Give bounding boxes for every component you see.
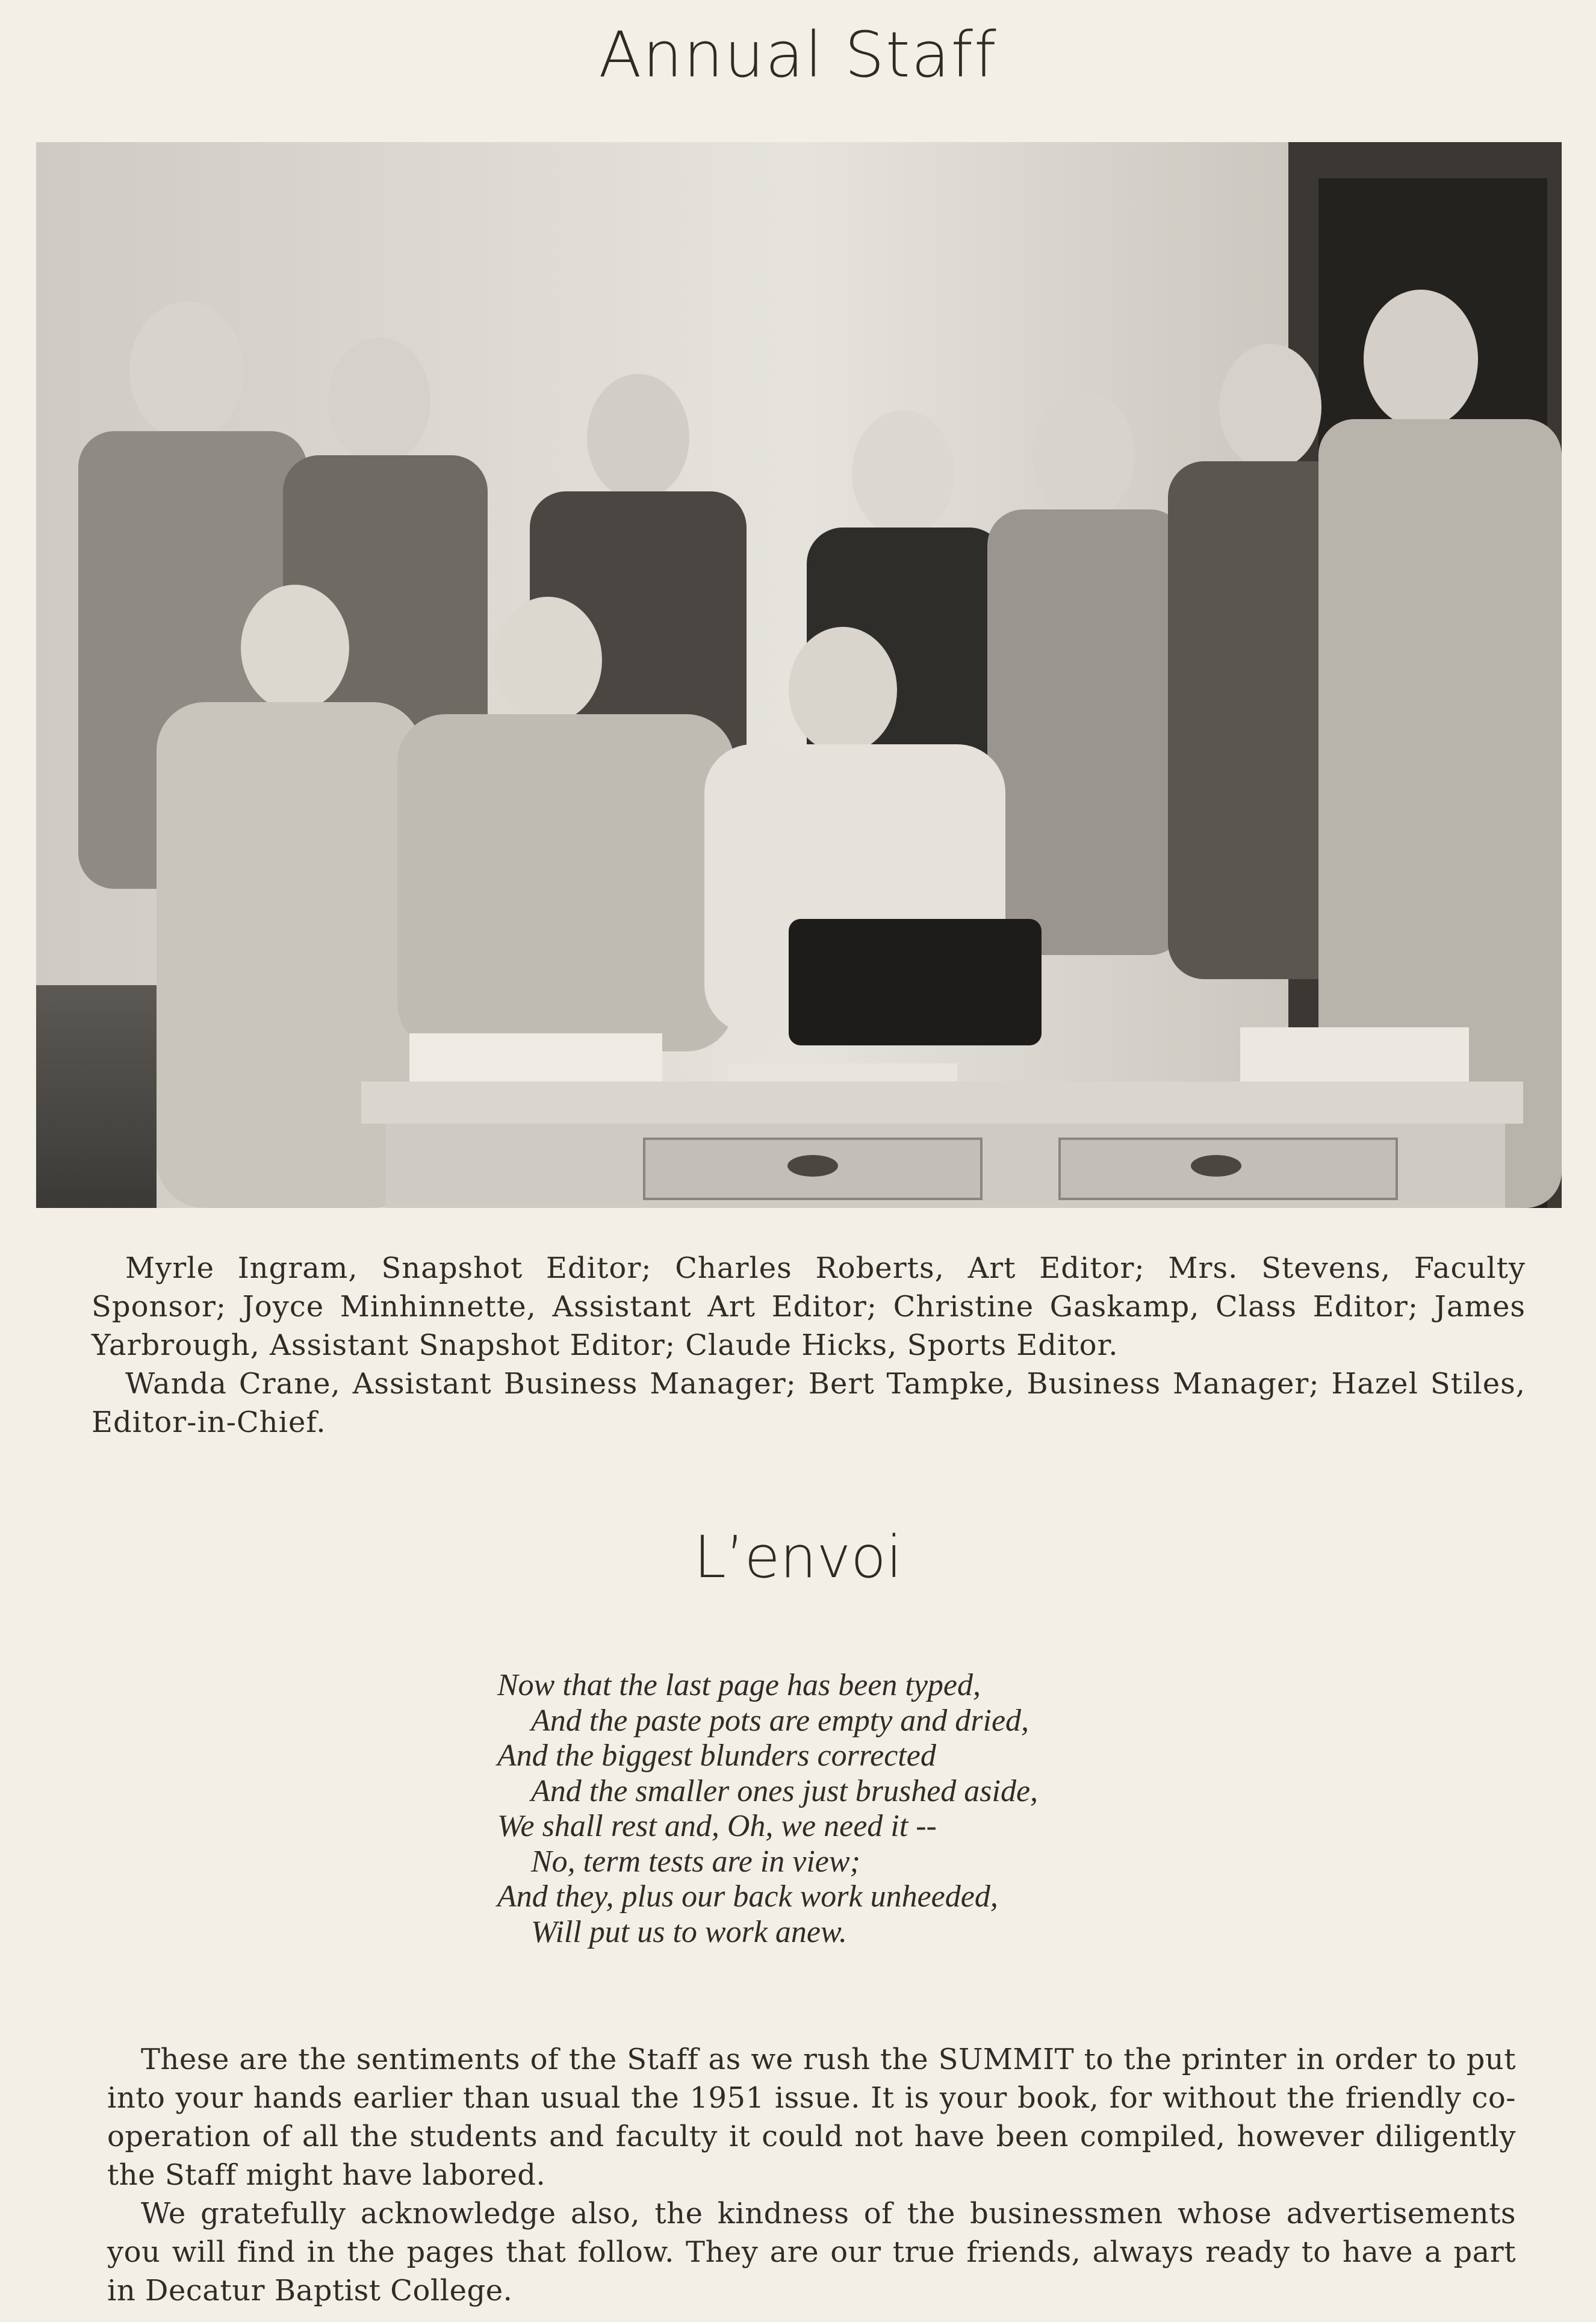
poem-line: And the biggest blunders corrected [497,1738,936,1773]
caption-paragraph: Myrle Ingram, Snapshot Editor; Charles Roberts, Art Editor; Mrs. Stevens, Faculty Sponsor; Joyce Minhinnette, Assistant Art Editor; Christine Gaskamp, Class Editor; James Yarbrough, Assistant Snapshot Editor; Claude Hicks, Sports Editor. [92,1251,1526,1362]
poem-line: No, term tests are in view; [531,1844,860,1879]
poem-line: And the smaller ones just brushed aside, [531,1773,1039,1808]
closing-text [107,2040,1516,2310]
caption-paragraph: Wanda Crane, Assistant Business Manager; Bert Tampke, Business Manager; Hazel Stiles, Editor-in-Chief. [92,1367,1526,1439]
closing-paragraph: These are the sentiments of the Staff as we rush the SUMMIT to the printer in order to put into your hands earlier than usual the 1951 issue. It is your book, for without the friendly co-operation of all the students and faculty it could not have been compiled, however diligently the Staff might have labored. [107,2043,1516,2192]
page-title: Annual Staff [598,18,998,92]
staff-caption [92,1249,1526,1442]
poem-line: And the paste pots are empty and dried, [531,1703,1029,1738]
lenvoi-heading: L’envoi [694,1524,902,1591]
lenvoi-poem [497,1668,1220,1950]
group-photo-icon [36,142,1562,1208]
staff-group-photo [36,142,1562,1208]
poem-line: We shall rest and, Oh, we need it -- [497,1809,937,1843]
poem-line: Will put us to work anew. [531,1914,847,1949]
poem-line: Now that the last page has been typed, [497,1668,981,1702]
closing-paragraph: We gratefully acknowledge also, the kindness of the businessmen whose advertisements you will find in the pages that follow. They are our true friends, always ready to have a part in Decatur Baptist College. [107,2197,1516,2308]
poem-line: And they, plus our back work unheeded, [497,1879,998,1914]
